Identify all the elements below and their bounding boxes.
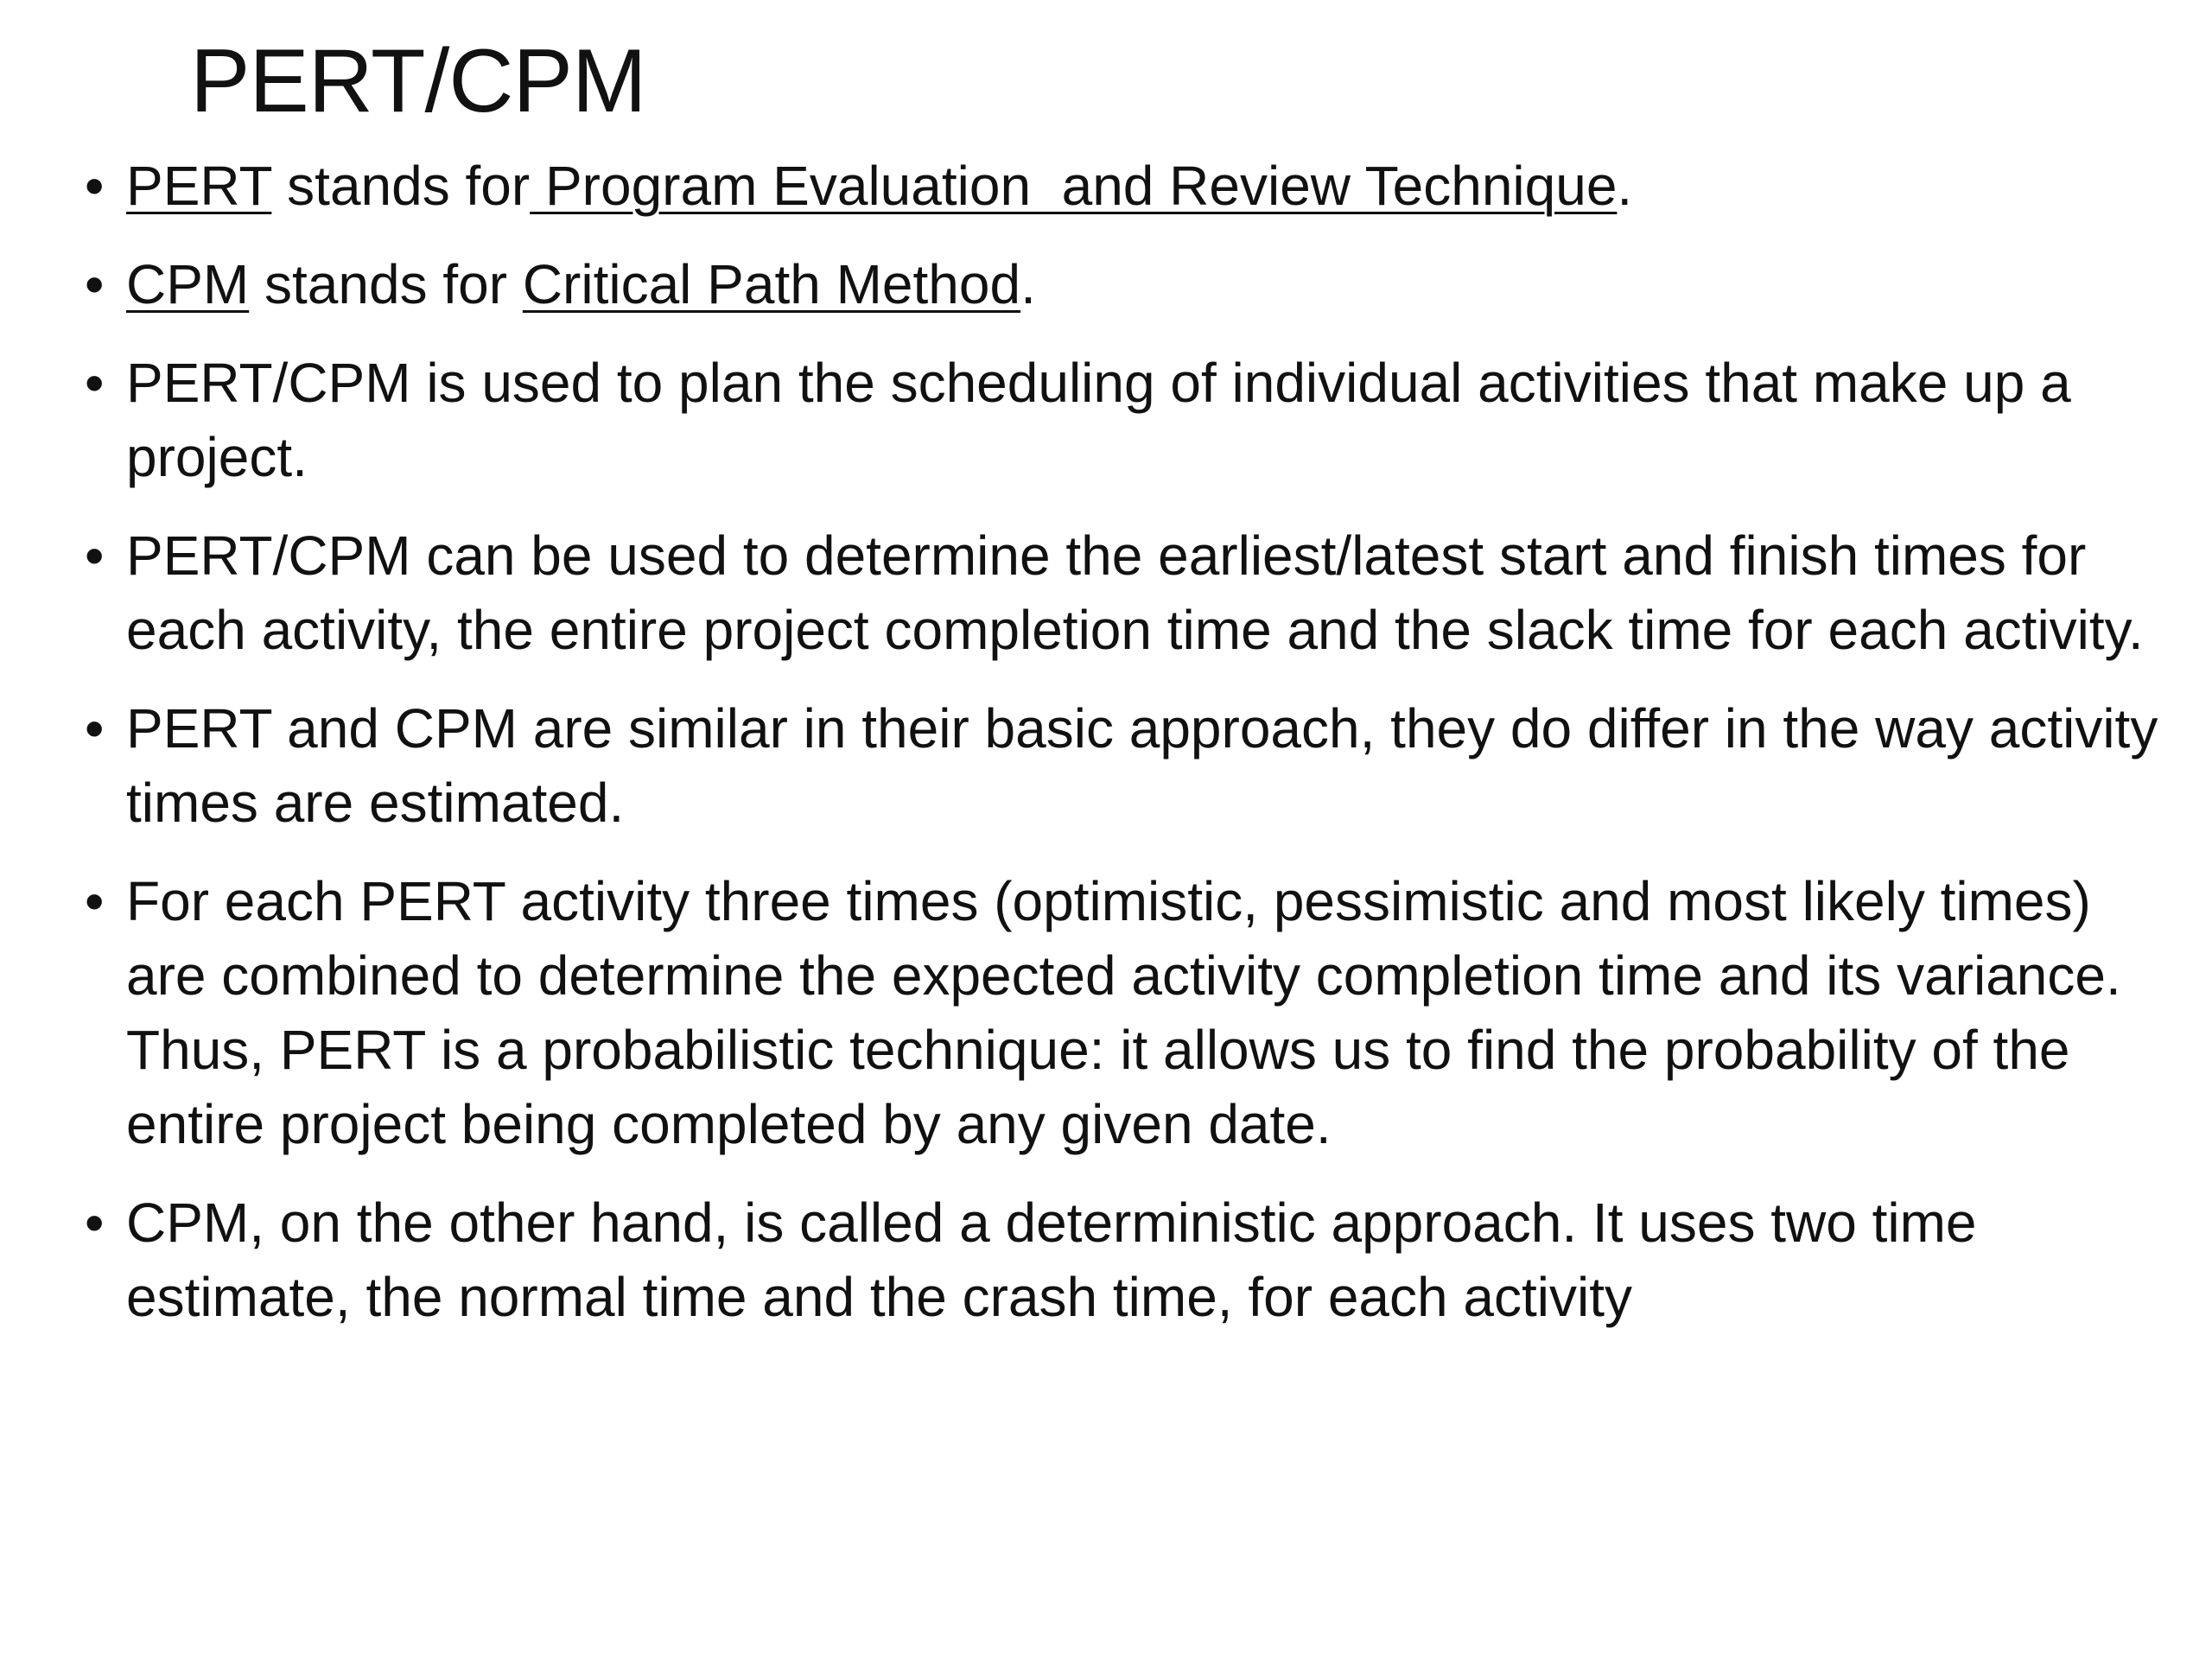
- bullet-icon: •: [85, 253, 105, 315]
- bullet-cpm-deterministic: [78, 1185, 2169, 1334]
- bullet-icon: •: [85, 352, 105, 414]
- bullet-similarity: [78, 691, 2169, 840]
- bullet-icon: •: [85, 870, 105, 932]
- bullet-end: .: [1617, 155, 1633, 217]
- bullet-text: PERT/CPM is used to plan the scheduling of individual activities that make up a project.: [126, 352, 2071, 488]
- bullet-pert-probabilistic: [78, 864, 2169, 1161]
- slide-title: PERT/CPM: [190, 31, 646, 131]
- bullet-icon: •: [85, 1192, 105, 1254]
- bullet-cpm-definition: [78, 247, 2169, 321]
- bullet-text: stands for: [271, 155, 531, 217]
- expansion-pert: Program Evaluation and Review Technique: [530, 155, 1618, 217]
- bullet-icon: •: [85, 155, 105, 217]
- bullet-text: PERT and CPM are similar in their basic approach, they do differ in the way activity times are estimated.: [126, 697, 2158, 834]
- bullet-end: .: [1020, 253, 1036, 315]
- bullet-times: [78, 518, 2169, 667]
- bullet-text: CPM, on the other hand, is called a deterministic approach. It uses two time estimate, the normal time and the crash time, for each activity: [126, 1192, 1977, 1328]
- bullet-pert-definition: [78, 149, 2169, 223]
- bullet-list: [78, 149, 2169, 1358]
- bullet-scheduling: [78, 346, 2169, 494]
- bullet-text: stands for: [249, 253, 523, 315]
- term-cpm: CPM: [126, 253, 250, 315]
- expansion-cpm: Critical Path Method: [522, 253, 1021, 315]
- term-pert: PERT: [126, 155, 272, 217]
- bullet-icon: •: [85, 524, 105, 587]
- bullet-text: For each PERT activity three times (optimistic, pessimistic and most likely times) are combined to determine the expected activity completion time and its variance. Thus, PERT is a probabilistic technique: it allows us to find the probability of the entire project being completed by any given date.: [126, 870, 2121, 1155]
- bullet-text: PERT/CPM can be used to determine the earliest/latest start and finish times for each activity, the entire project completion time and the slack time for each activity.: [126, 524, 2144, 661]
- bullet-icon: •: [85, 697, 105, 760]
